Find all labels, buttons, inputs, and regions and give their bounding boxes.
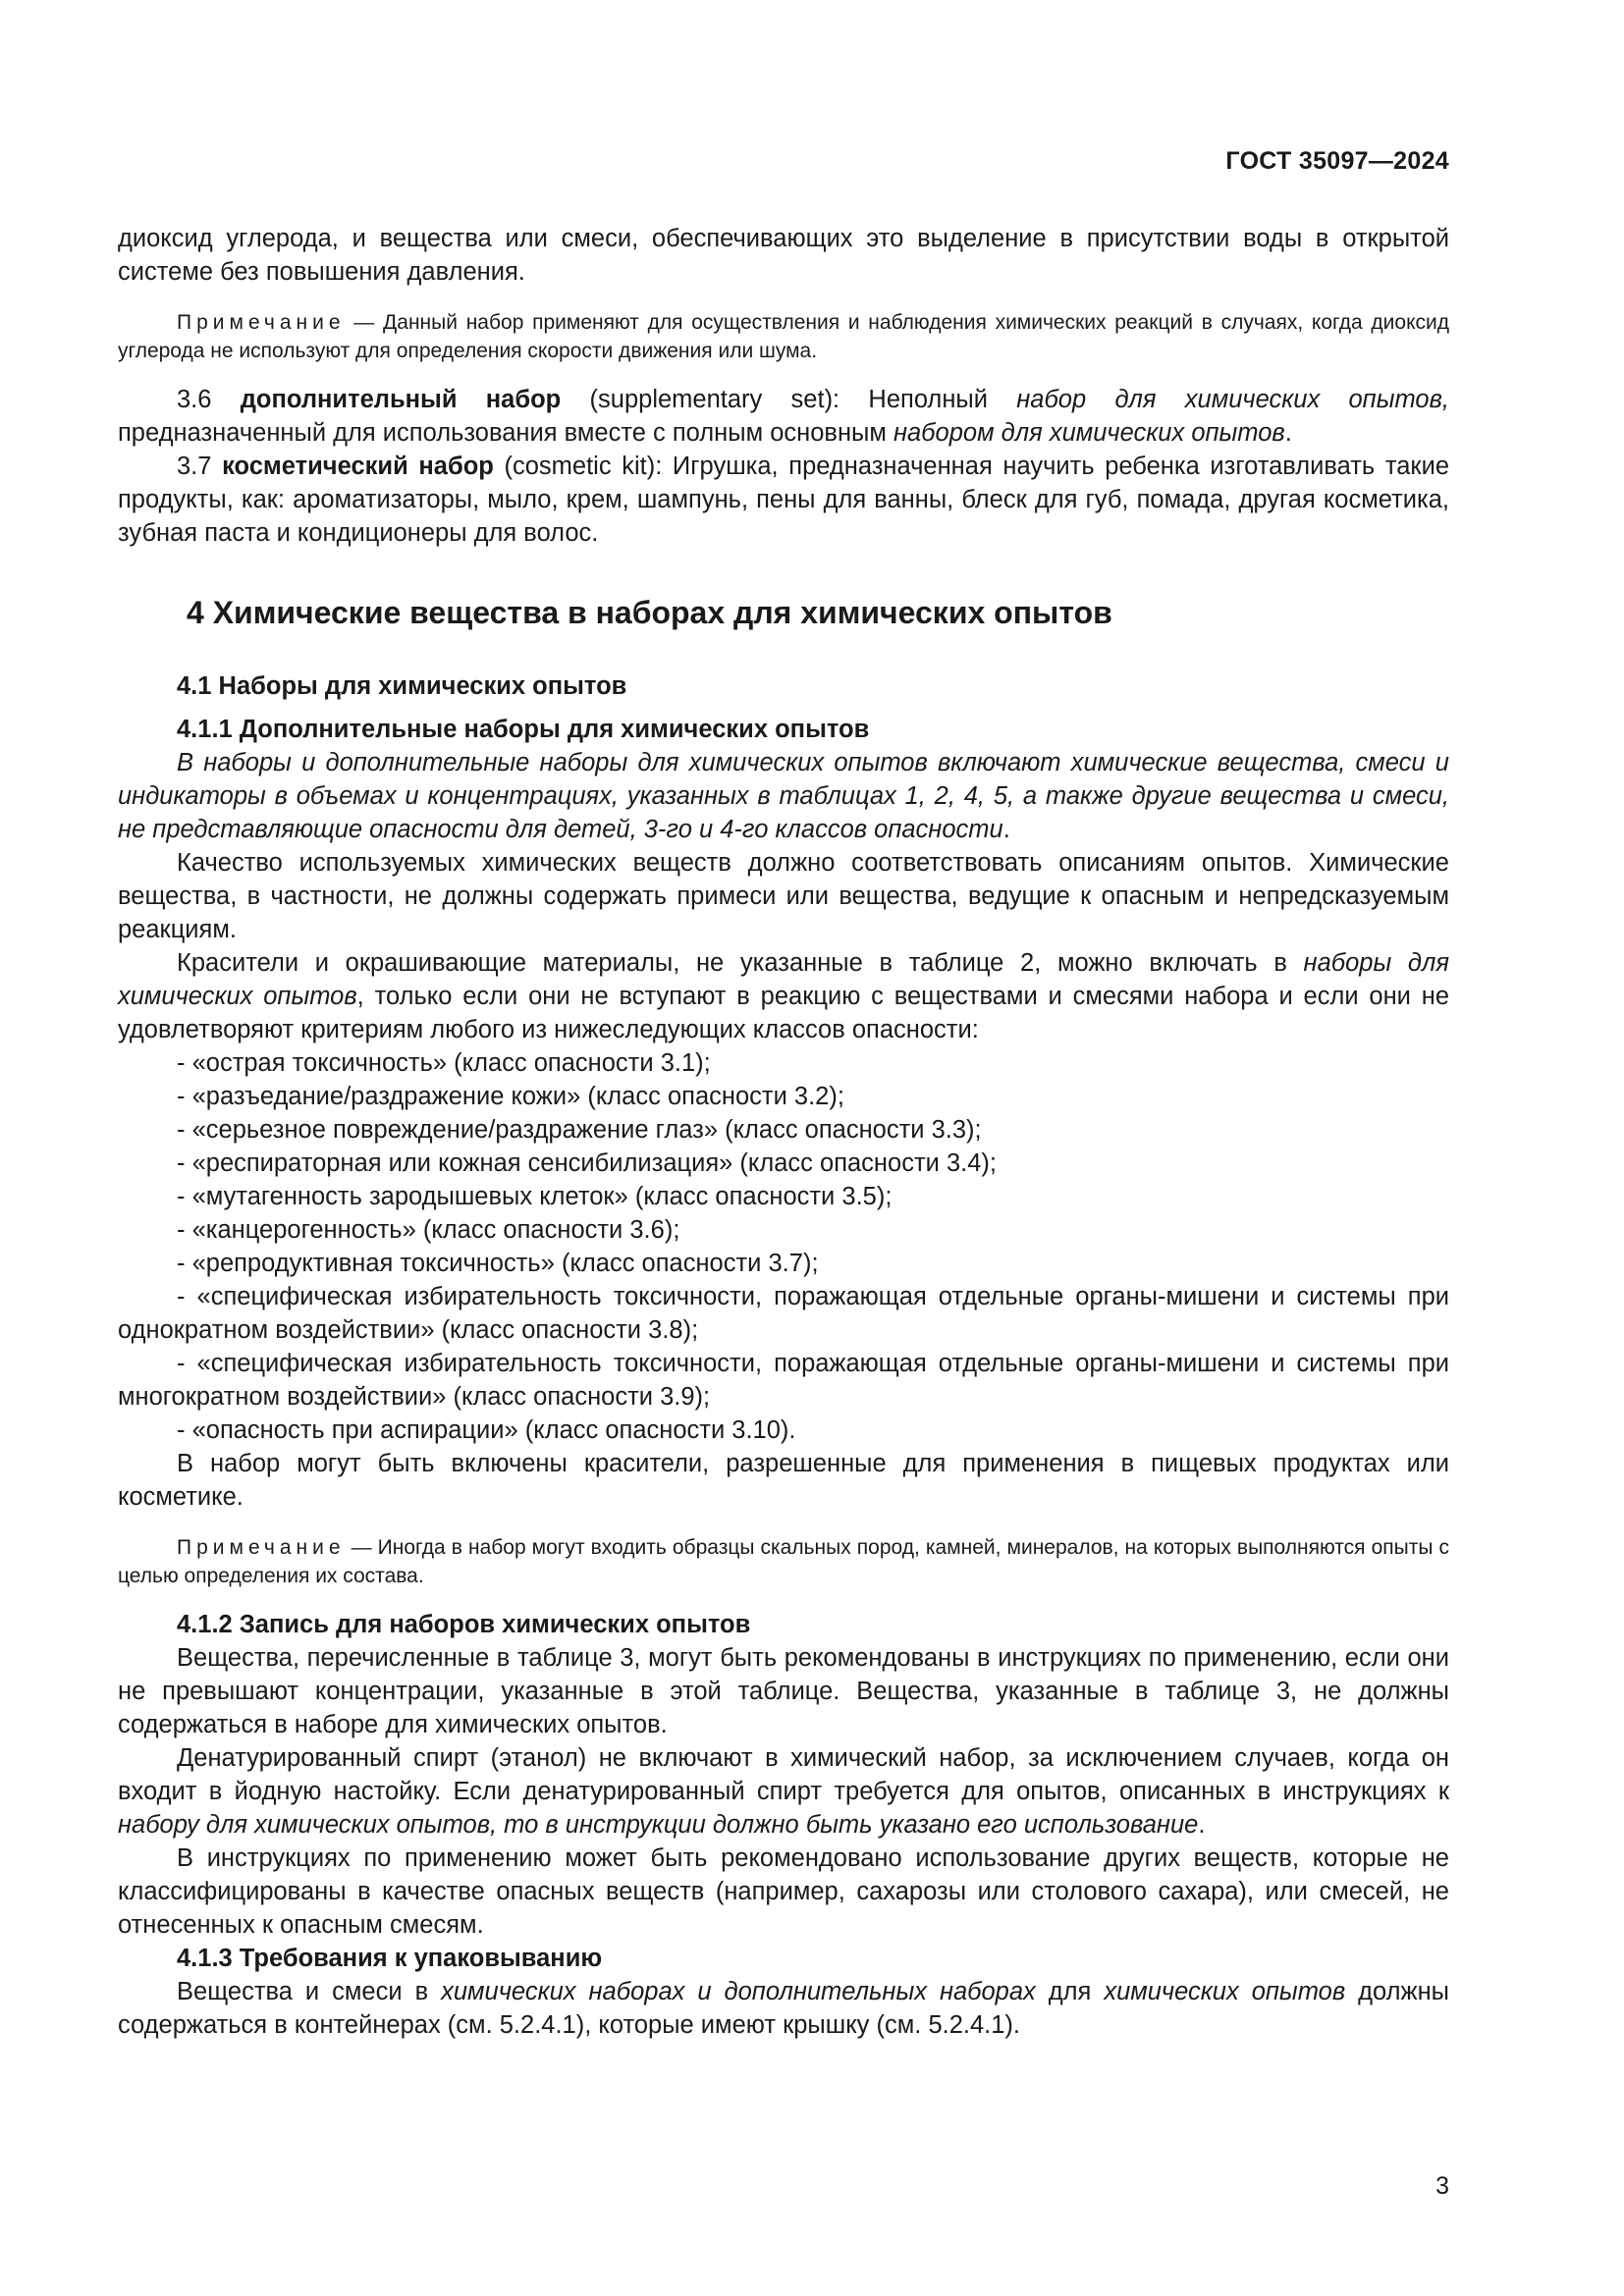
italic-text: химических опытов <box>1104 1978 1346 2005</box>
italic-text: набором для химических опытов <box>893 419 1285 447</box>
term: дополнительный набор <box>240 386 562 413</box>
text: (supplementary set): Неполный <box>561 386 1017 413</box>
list-item: - «острая токсичность» (класс опасности 3.1); <box>177 1049 711 1077</box>
clause-number: 3.6 <box>177 386 241 413</box>
list-item: - «опасность при аспирации» (класс опасности 3.10). <box>177 1416 796 1444</box>
list-item: - «мутагенность зародышевых клеток» (класс опасности 3.5); <box>177 1183 893 1210</box>
text: (cosmetic kit): Игрушка, предназначенная научить ребенка изготавливать такие продукты, как: ароматизаторы, мыло, крем, шампунь, пены для ванны, блеск для губ, помада, другая косметика, зубная паста и кондиционеры для волос. <box>118 453 1449 547</box>
list-item: - «разъедание/раздражение кожи» (класс опасности 3.2); <box>177 1083 844 1110</box>
paragraph-4-1-1-3 <box>118 946 1449 1046</box>
page-number: 3 <box>1435 2172 1449 2200</box>
paragraph-4-1-3-1 <box>118 1975 1449 2042</box>
paragraph-4-1-1-1 <box>118 746 1449 846</box>
document-id-header: ГОСТ 35097—2024 <box>1225 147 1449 175</box>
text: , только если они не вступают в реакцию с веществами и смесями набора и если они не удовлетворяют критериям любого из нижеследующих классов опасности: <box>118 983 1450 1043</box>
paragraph-4-1-1-2: Качество используемых химических веществ должно соответствовать описаниям опытов. Химические вещества, в частности, не должны содержать примеси или вещества, ведущие к опасным и непредсказуемым реакциям. <box>118 849 1449 943</box>
text: предназначенный для использования вместе с полным основным <box>118 419 893 447</box>
text: . <box>1284 419 1292 447</box>
italic-text: химических наборах и дополнительных наборах <box>441 1978 1036 2005</box>
list-item: - «специфическая избирательность токсичности, поражающая отдельные органы-мишени и системы при однократном воздействии» (класс опасности 3.8); <box>118 1283 1449 1344</box>
definition-3-7 <box>118 450 1449 550</box>
note-text: — Данный набор применяют для осуществления и наблюдения химических реакций в случаях, когда диоксид углерода не используют для определения скорости движения или шума. <box>118 311 1449 362</box>
text: Вещества и смеси в <box>177 1978 442 2005</box>
italic-text: набор для химических опытов, <box>1016 386 1449 413</box>
section-4-1-2-heading: 4.1.2 Запись для наборов химических опытов <box>177 1611 751 1638</box>
list-item: - «серьезное повреждение/раздражение глаз» (класс опасности 3.3); <box>177 1116 982 1144</box>
list-item: - «канцерогенность» (класс опасности 3.6); <box>177 1216 680 1244</box>
section-4-1-heading: 4.1 Наборы для химических опытов <box>177 672 627 700</box>
clause-number: 3.7 <box>177 453 223 480</box>
note-label: Примечание <box>177 1536 346 1559</box>
note-text: — Иногда в набор могут входить образцы скальных пород, камней, минералов, на которых выполняются опыты с целью определения их состава. <box>118 1536 1449 1587</box>
paragraph-4-1-1-4: В набор могут быть включены красители, разрешенные для применения в пищевых продуктах или косметике. <box>118 1450 1449 1511</box>
paragraph-4-1-2-3: В инструкциях по применению может быть рекомендовано использование других веществ, которые не классифицированы в качестве опасных веществ (например, сахарозы или столового сахара), или смесей, не отнесенных к опасным смесям. <box>118 1844 1449 1939</box>
text: Денатурированный спирт (этанол) не включают в химический набор, за исключением случаев, когда он входит в йодную настойку. Если денатурированный спирт требуется для опытов, описанных в инструкциях к <box>118 1744 1449 1805</box>
text: Красители и окрашивающие материалы, не указанные в таблице 2, можно включать в <box>177 949 1304 977</box>
text: для <box>1035 1978 1105 2005</box>
list-item: - «респираторная или кожная сенсибилизация» (класс опасности 3.4); <box>177 1149 997 1177</box>
note-4-1-1 <box>118 1533 1449 1590</box>
text: должны содержаться в контейнерах (см. 5.2.4.1), которые имеют крышку (см. 5.2.4.1). <box>118 1978 1449 2039</box>
text: . <box>1002 816 1010 843</box>
document-page <box>118 0 1449 2296</box>
italic-text: В наборы и дополнительные наборы для химических опытов включают химические вещества, смеси и индикаторы в объемах и концентрациях, указанных в таблицах 1, 2, 4, 5, а также другие вещества и смеси, не представляющие опасности для детей, 3-го и 4-го классов опасности <box>118 749 1449 843</box>
document-body <box>118 222 1449 2042</box>
text: . <box>1198 1811 1206 1839</box>
list-item: - «специфическая избирательность токсичности, поражающая отдельные органы-мишени и системы при многократном воздействии» (класс опасности 3.9); <box>118 1350 1449 1411</box>
section-4-1-1-heading: 4.1.1 Дополнительные наборы для химических опытов <box>177 716 870 743</box>
paragraph-4-1-2-2 <box>118 1741 1449 1842</box>
definition-3-6 <box>118 383 1449 450</box>
paragraph-4-1-2-1: Вещества, перечисленные в таблице 3, могут быть рекомендованы в инструкциях по применению, если они не превышают концентрации, указанные в этой таблице. Вещества, указанные в таблице 3, не должны содержаться в наборе для химических опытов. <box>118 1644 1449 1738</box>
term: косметический набор <box>222 453 494 480</box>
paragraph-3-5-continuation: диоксид углерода, и вещества или смеси, обеспечивающих это выделение в присутствии воды в открытой системе без повышения давления. <box>118 225 1449 286</box>
section-4-heading: 4 Химические вещества в наборах для химических опытов <box>187 595 1112 630</box>
italic-text: набору для химических опытов, то в инструкции должно быть указано его использование <box>118 1811 1199 1839</box>
list-item: - «репродуктивная токсичность» (класс опасности 3.7); <box>177 1250 819 1277</box>
note-3-5 <box>118 308 1449 365</box>
italic-text: наборы для химических опытов <box>118 949 1449 1010</box>
note-label: Примечание <box>177 311 346 334</box>
section-4-1-3-heading: 4.1.3 Требования к упаковыванию <box>177 1945 603 1972</box>
